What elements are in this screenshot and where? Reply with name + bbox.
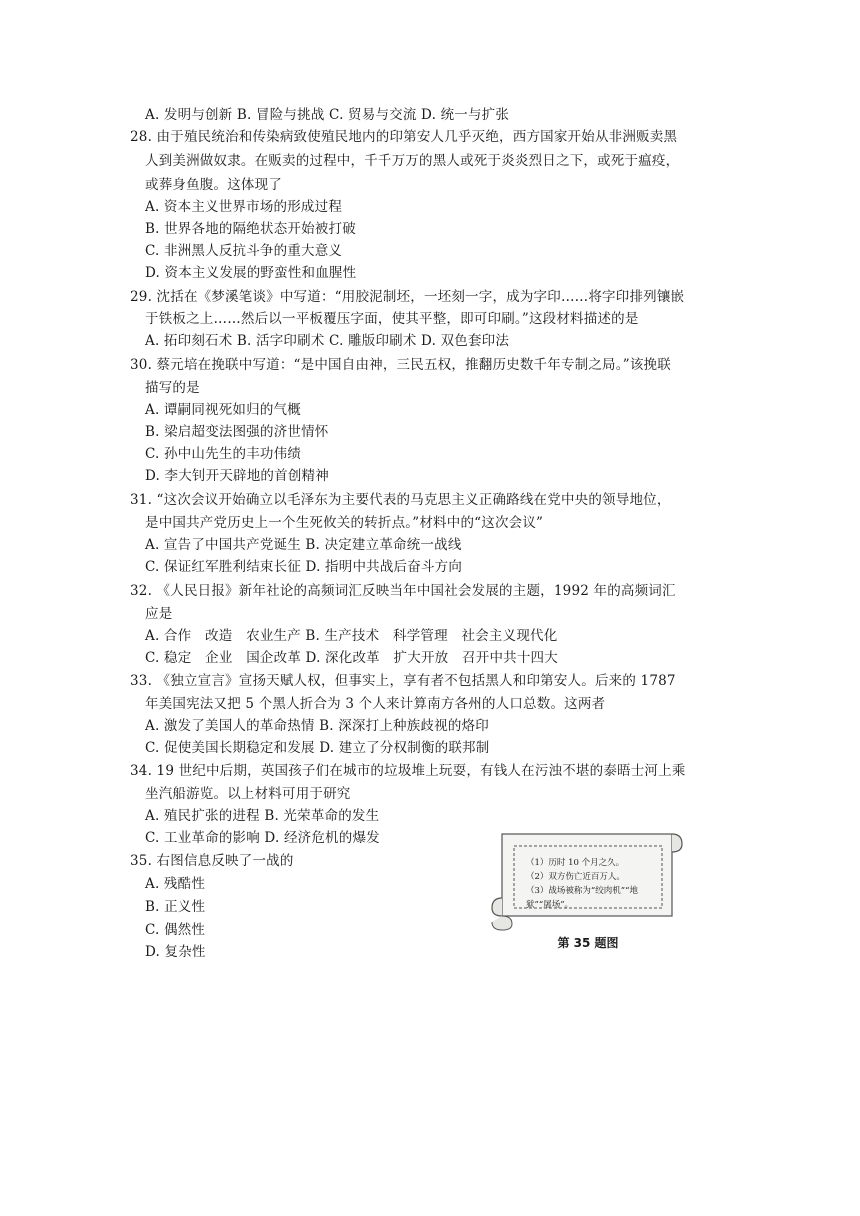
- figure-item-2: （2）双方伤亡近百万人。: [526, 872, 625, 882]
- q28-stem-line1: 28. 由于殖民统治和传染病致使殖民地内的印第安人几乎灭绝，西方国家开始从非洲贩卖黑: [130, 129, 678, 145]
- q32-options-ab: A. 合作 改造 农业生产 B. 生产技术 科学管理 社会主义现代化: [145, 628, 558, 644]
- q32-stem-line1: 32. 《人民日报》新年社论的高频词汇反映当年中国社会发展的主题，1992 年的高频词汇: [130, 583, 676, 599]
- q34-stem-line2: 坐汽船游览。以上材料可用于研究: [145, 786, 351, 802]
- q33-options-cd: C. 促使美国长期稳定和发展 D. 建立了分权制衡的联邦制: [145, 740, 490, 756]
- q34-options-ab: A. 殖民扩张的进程 B. 光荣革命的发生: [145, 808, 380, 824]
- q28-stem-line2: 人到美洲做奴隶。在贩卖的过程中，千千万万的黑人或死于炎炎烈日之下，或死于瘟疫，: [145, 153, 680, 169]
- q32-options-cd: C. 稳定 企业 国企改革 D. 深化改革 扩大开放 召开中共十四大: [145, 650, 558, 666]
- q30-option-b: B. 梁启超变法图强的济世情怀: [145, 424, 329, 440]
- q28-option-d: D. 资本主义发展的野蛮性和血腥性: [145, 265, 357, 281]
- q30-option-d: D. 李大钊开天辟地的首创精神: [145, 468, 329, 484]
- q30-option-c: C. 孙中山先生的丰功伟绩: [145, 446, 302, 462]
- q35-figure: [488, 826, 688, 954]
- q32-stem-line2: 应是: [145, 606, 173, 622]
- q33-stem-line2: 年美国宪法又把 5 个黑人折合为 3 个人来计算南方各州的人口总数。这两者: [145, 696, 606, 712]
- q29-stem-line1: 29. 沈括在《梦溪笔谈》中写道：“用胶泥制坯，一坯刻一字，成为字印……将字印排列镶嵌: [130, 289, 685, 305]
- q34-options-cd: C. 工业革命的影响 D. 经济危机的爆发: [145, 830, 380, 846]
- q29-stem-line2: 于铁板之上……然后以一平板覆压字面，使其平整，即可印刷。”这段材料描述的是: [145, 311, 639, 327]
- q35-option-c: C. 偶然性: [145, 922, 206, 938]
- q29-options: A. 拓印刻石术 B. 活字印刷术 C. 雕版印刷术 D. 双色套印法: [145, 333, 510, 349]
- q28-option-b: B. 世界各地的隔绝状态开始被打破: [145, 221, 356, 237]
- q31-stem-line1: 31. “这次会议开始确立以毛泽东为主要代表的马克思主义正确路线在党中央的领导地位，: [130, 492, 671, 508]
- q27-options: A. 发明与创新 B. 冒险与挑战 C. 贸易与交流 D. 统一与扩张: [145, 107, 510, 123]
- figure-caption: 第 35 题图: [557, 936, 619, 950]
- q30-option-a: A. 谭嗣同视死如归的气概: [145, 402, 301, 418]
- q35-option-a: A. 残酷性: [145, 876, 206, 892]
- q31-options-ab: A. 宣告了中国共产党诞生 B. 决定建立革命统一战线: [145, 537, 462, 553]
- figure-item-4: 狱”“屠场”。: [526, 900, 574, 910]
- q34-stem-line1: 34. 19 世纪中后期，英国孩子们在城市的垃圾堆上玩耍，有钱人在污浊不堪的泰晤士河上乘: [130, 763, 686, 779]
- q28-option-a: A. 资本主义世界市场的形成过程: [145, 199, 343, 215]
- figure-item-3: （3）战场被称为“绞肉机”“地: [526, 886, 638, 896]
- q33-stem-line1: 33. 《独立宣言》宣扬天赋人权，但事实上，享有者不包括黑人和印第安人。后来的 1787: [130, 673, 676, 689]
- q35-option-b: B. 正义性: [145, 899, 206, 915]
- q35-stem: 35. 右图信息反映了一战的: [130, 853, 294, 869]
- q30-stem-line1: 30. 蔡元培在挽联中写道：“是中国自由神，三民五权，推翻历史数千年专制之局。”该挽联: [130, 357, 671, 373]
- q30-stem-line2: 描写的是: [145, 380, 200, 396]
- q33-options-ab: A. 激发了美国人的革命热情 B. 深深打上种族歧视的烙印: [145, 718, 489, 734]
- q28-option-c: C. 非洲黑人反抗斗争的重大意义: [145, 243, 343, 259]
- q28-stem-line3: 或葬身鱼腹。这体现了: [145, 177, 282, 193]
- q31-options-cd: C. 保证红军胜利结束长征 D. 指明中共战后奋斗方向: [145, 559, 463, 575]
- q31-stem-line2: 是中国共产党历史上一个生死攸关的转折点。”材料中的“这次会议”: [145, 515, 544, 531]
- figure-text-block: [526, 856, 666, 912]
- q35-option-d: D. 复杂性: [145, 944, 206, 960]
- figure-item-1: （1）历时 10 个月之久。: [526, 858, 625, 868]
